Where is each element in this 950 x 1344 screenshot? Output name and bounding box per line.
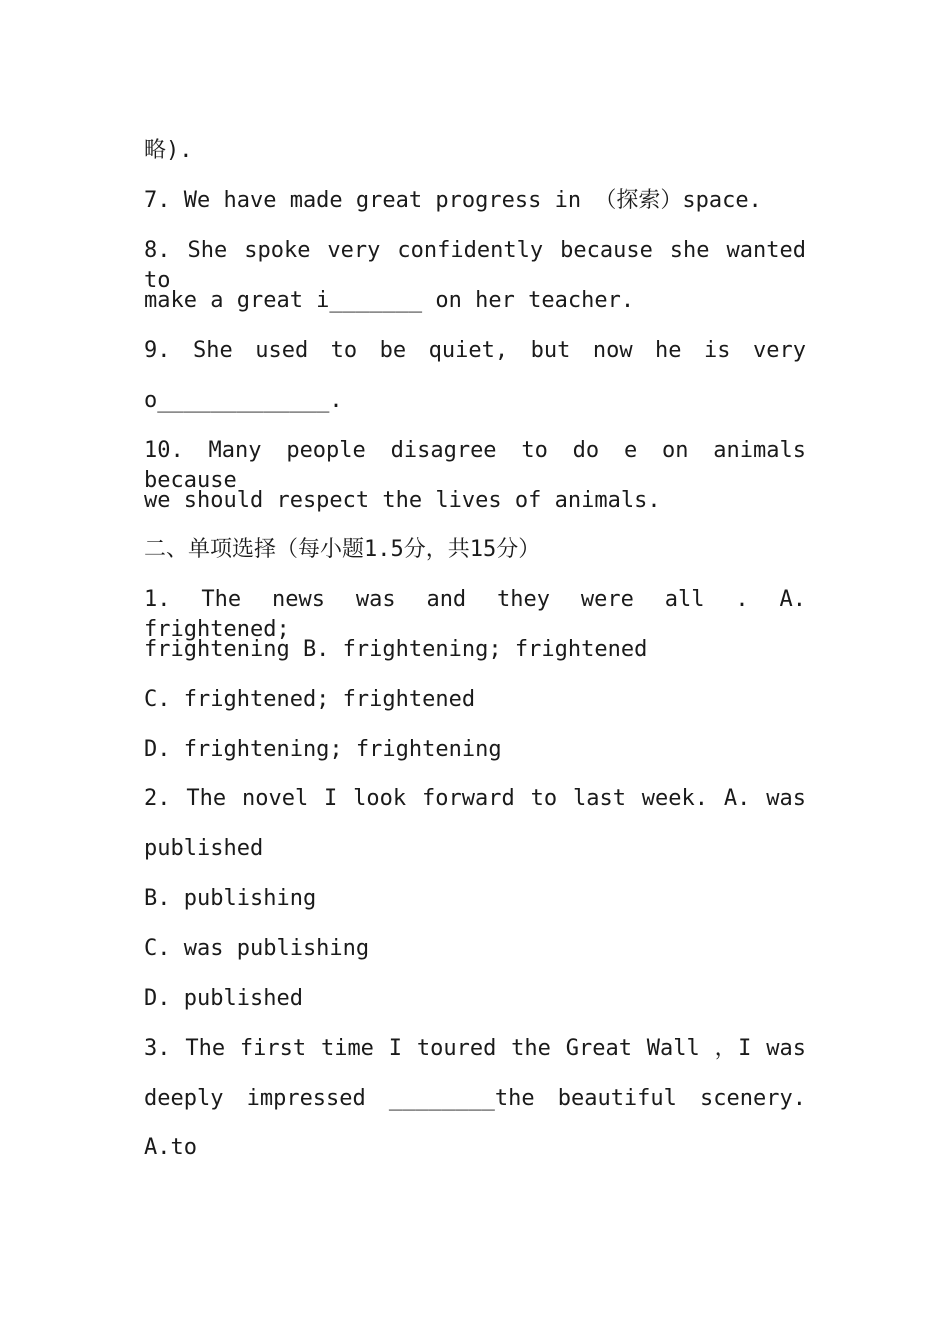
question-9-line-1: 9. She used to be quiet, but now he is very — [144, 338, 806, 363]
mc-question-3-option-a: A.to — [144, 1135, 197, 1160]
mc-question-2-option-b: B. publishing — [144, 886, 317, 911]
mc-question-1-line-1: 1. The news was and they were all . A. frightened; — [144, 587, 806, 642]
question-8-line-2: make a great i_______ on her teacher. — [144, 288, 635, 313]
mc-question-3-line-1: 3. The first time I toured the Great Wall ，I was — [144, 1036, 806, 1061]
mc-question-1-line-2: frightening B. frightening; frightened — [144, 637, 648, 662]
mc-question-2-option-d: D. published — [144, 986, 303, 1011]
mc-question-2-option-c: C. was publishing — [144, 936, 370, 961]
mc-question-1-option-c: C. frightened; frightened — [144, 687, 476, 712]
mc-question-2-line-2: published — [144, 836, 264, 861]
mc-question-1-option-d: D. frightening; frightening — [144, 737, 502, 762]
text-line-1: 略). — [144, 138, 193, 163]
question-10-line-2: we should respect the lives of animals. — [144, 488, 661, 513]
question-8-line-1: 8. She spoke very confidently because she wanted to — [144, 238, 806, 293]
question-7: 7. We have made great progress in （探索）space. — [144, 188, 762, 213]
section-heading: 二、单项选择（每小题1.5分，共15分） — [144, 537, 541, 562]
mc-question-2-line-1: 2. The novel I look forward to last week. A. was — [144, 786, 806, 811]
question-9-line-2: o_____________. — [144, 388, 343, 413]
mc-question-3-line-2: deeply impressed ________the beautiful scenery. — [144, 1086, 806, 1111]
question-10-line-1: 10. Many people disagree to do e on animals because — [144, 438, 806, 493]
